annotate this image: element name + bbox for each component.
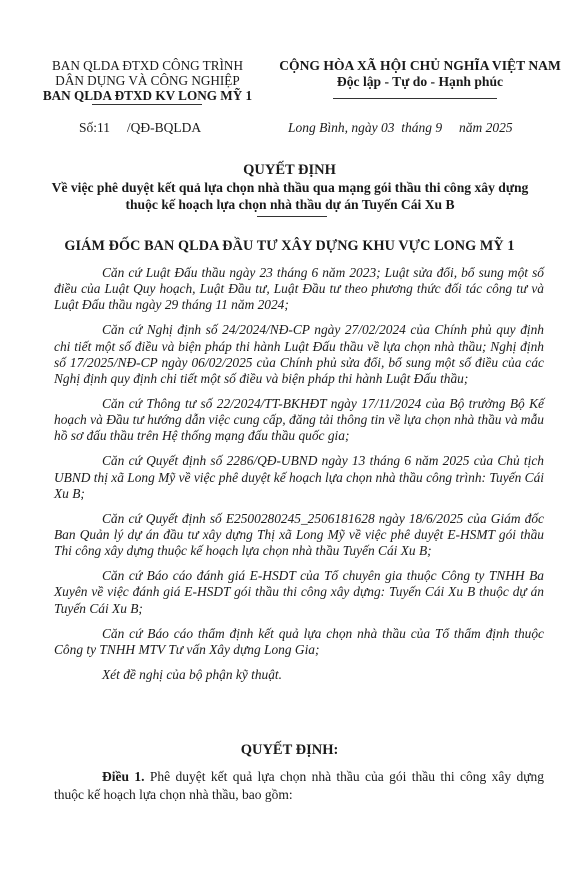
document-date: Long Bình, ngày 03 tháng 9 năm 2025 [288, 120, 513, 135]
legal-basis-8: Xét đề nghị của bộ phận kỹ thuật. [102, 666, 282, 682]
document-number: Số:11 /QĐ-BQLDA [79, 120, 202, 135]
legal-basis-5: Căn cứ Quyết định số E2500280245_2506181628 ngày 18/6/2025 của Giám đốc Ban Quản lý dự án đầu tư xây dựng Thị xã Long Mỹ về việc phê duyệt E-HSMT gói thầu Thi công xây dựng thuộc kế hoạch lựa chọn nhà thầu Tuyến Cái Xu B; [54, 510, 544, 559]
agency-line-3: BAN QLDA ĐTXD KV LONG MỸ 1 [42, 88, 253, 103]
legal-basis-6: Căn cứ Báo cáo đánh giá E-HSDT của Tổ chuyên gia thuộc Công ty TNHH Ba Xuyên về việc đánh giá E-HSDT gói thầu thi công xây dựng: Tuyến Cái Xu B thuộc dự án Tuyến Cái Xu B; [54, 568, 544, 616]
document-subject: Về việc phê duyệt kết quả lựa chọn nhà thầu qua mạng gói thầu thi công xây dựng thuộc kế hoạch lựa chọn nhà thầu dự án Tuyến Cái Xu B [51, 180, 529, 212]
agency-underline [92, 104, 202, 105]
agency-line-2: DÂN DỤNG VÀ CÔNG NGHIỆP [55, 73, 240, 88]
legal-basis-3: Căn cứ Thông tư số 22/2024/TT-BKHĐT ngày 17/11/2024 của Bộ trưởng Bộ Kế hoạch và Đầu tư hướng dẫn việc cung cấp, đăng tải thông tin về lựa chọn nhà thầu và mẫu hồ sơ đấu thầu trên Hệ thống mạng đấu thầu quốc gia; [54, 396, 544, 444]
agency-line-1: BAN QLDA ĐTXD CÔNG TRÌNH [52, 58, 243, 73]
decision-heading: QUYẾT ĐỊNH: [240, 742, 339, 758]
motto: Độc lập - Tự do - Hạnh phúc [336, 74, 504, 89]
article-1-label: Điều 1. [102, 769, 145, 784]
issuing-agency [20, 58, 275, 103]
document-title: QUYẾT ĐỊNH [243, 162, 336, 178]
legal-bases [54, 265, 544, 692]
article-1-text: Phê duyệt kết quả lựa chọn nhà thầu của gói thầu thi công xây dựng thuộc kế hoạch lựa chọn nhà thầu, bao gồm: [54, 769, 545, 802]
legal-basis-4: Căn cứ Quyết định số 2286/QĐ-UBND ngày 13 tháng 6 năm 2025 của Chủ tịch UBND thị xã Long Mỹ về việc phê duyệt kế hoạch lựa chọn nhà thầu công trình: Tuyến Cái Xu B; [54, 453, 544, 501]
motto-underline [333, 98, 497, 99]
article-1 [54, 768, 544, 804]
legal-basis-7: Căn cứ Báo cáo thẩm định kết quả lựa chọn nhà thầu của Tổ thẩm định thuộc Công ty TNHH MTV Tư vấn Xây dựng Long Gia; [54, 625, 544, 657]
national-header [265, 58, 575, 90]
issuer-title: GIÁM ĐỐC BAN QLDA ĐẦU TƯ XÂY DỰNG KHU VỰC LONG MỸ 1 [64, 238, 515, 254]
country-name: CỘNG HÒA XÃ HỘI CHỦ NGHĨA VIỆT NAM [279, 58, 561, 73]
subject-underline [257, 216, 327, 217]
legal-basis-1: Căn cứ Luật Đấu thầu ngày 23 tháng 6 năm 2023; Luật sửa đổi, bổ sung một số điều của Luật Quy hoạch, Luật Đầu tư, Luật Đầu tư theo phương thức đối tác công tư và Luật Đấu thầu ngày 29 tháng 11 năm 2024; [54, 265, 544, 313]
legal-basis-2: Căn cứ Nghị định số 24/2024/NĐ-CP ngày 27/02/2024 của Chính phủ quy định chi tiết một số điều và biện pháp thi hành Luật Đấu thầu về lựa chọn nhà thầu; Nghị định số 17/2025/NĐ-CP ngày 06/02/2025 của Chính phủ sửa đổi, bổ sung một số điều của các Nghị định quy định chi tiết một số điều và biện pháp thi hành Luật Đấu thầu; [54, 322, 544, 387]
